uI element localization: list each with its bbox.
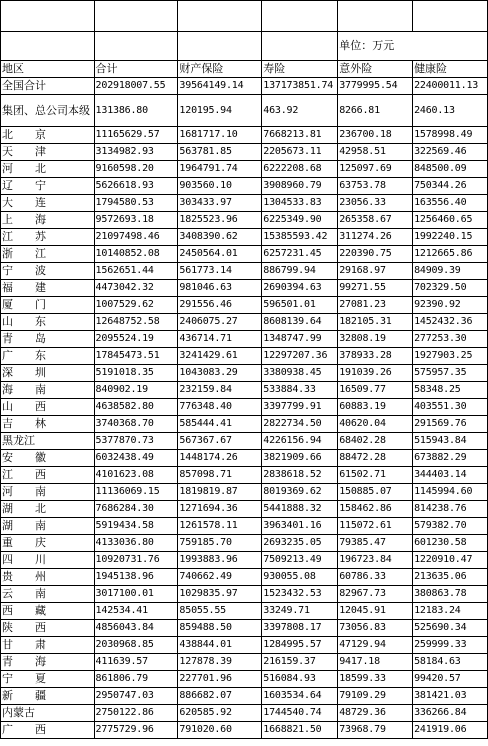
value-cell[interactable]: 411639.57 — [94, 654, 178, 671]
value-cell[interactable]: 311274.26 — [338, 229, 413, 246]
value-cell[interactable]: 1212665.86 — [413, 246, 488, 263]
value-cell[interactable]: 1029835.97 — [178, 586, 262, 603]
value-cell[interactable]: 1603534.64 — [262, 688, 338, 705]
value-cell[interactable]: 42958.51 — [338, 144, 413, 161]
region-cell[interactable]: 河 北 — [1, 161, 95, 178]
table-row — [1, 654, 488, 671]
table-row — [1, 365, 488, 382]
value-cell[interactable]: 525690.34 — [413, 620, 488, 637]
value-cell[interactable]: 620585.92 — [178, 705, 262, 722]
value-cell[interactable]: 2460.13 — [413, 95, 488, 127]
value-cell[interactable]: 585444.41 — [178, 416, 262, 433]
table-row — [1, 246, 488, 263]
table-row — [1, 722, 488, 739]
table-row — [1, 535, 488, 552]
value-cell[interactable]: 381421.03 — [413, 688, 488, 705]
table-row — [1, 467, 488, 484]
value-cell[interactable]: 115072.61 — [338, 518, 413, 535]
value-cell[interactable]: 131386.80 — [94, 95, 178, 127]
value-cell[interactable]: 1992240.15 — [413, 229, 488, 246]
value-cell[interactable]: 150885.07 — [338, 484, 413, 501]
value-cell[interactable]: 791020.60 — [178, 722, 262, 739]
value-cell[interactable]: 1348747.99 — [262, 331, 338, 348]
value-cell[interactable]: 3241429.61 — [178, 348, 262, 365]
value-cell[interactable]: 6257231.45 — [262, 246, 338, 263]
region-cell[interactable]: 四 川 — [1, 552, 95, 569]
value-cell[interactable]: 277253.30 — [413, 331, 488, 348]
value-cell[interactable]: 213635.06 — [413, 569, 488, 586]
region-cell[interactable]: 宁 夏 — [1, 671, 95, 688]
table-row — [1, 178, 488, 195]
value-cell[interactable]: 4101623.08 — [94, 467, 178, 484]
region-cell[interactable]: 江 西 — [1, 467, 95, 484]
value-cell[interactable]: 336266.84 — [413, 705, 488, 722]
value-cell[interactable]: 2095524.19 — [94, 331, 178, 348]
value-cell[interactable]: 216159.37 — [262, 654, 338, 671]
value-cell[interactable]: 18599.33 — [338, 671, 413, 688]
column-header[interactable]: 意外险 — [338, 61, 413, 78]
value-cell[interactable]: 99420.57 — [413, 671, 488, 688]
value-cell[interactable]: 886799.94 — [262, 263, 338, 280]
cell[interactable] — [413, 1, 488, 32]
column-header[interactable]: 地区 — [1, 61, 95, 78]
value-cell[interactable]: 60883.19 — [338, 399, 413, 416]
table-row — [1, 348, 488, 365]
value-cell[interactable]: 291569.76 — [413, 416, 488, 433]
value-cell[interactable]: 561773.14 — [178, 263, 262, 280]
region-cell[interactable]: 集团、总公司本级 — [1, 95, 95, 127]
value-cell[interactable]: 1964791.74 — [178, 161, 262, 178]
value-cell[interactable]: 259999.33 — [413, 637, 488, 654]
region-cell[interactable]: 贵 州 — [1, 569, 95, 586]
value-cell[interactable]: 6032438.49 — [94, 450, 178, 467]
value-cell[interactable]: 1744540.74 — [262, 705, 338, 722]
value-cell[interactable]: 4856043.84 — [94, 620, 178, 637]
value-cell[interactable]: 79385.47 — [338, 535, 413, 552]
region-cell[interactable]: 厦 门 — [1, 297, 95, 314]
value-cell[interactable]: 10920731.76 — [94, 552, 178, 569]
value-cell[interactable]: 344403.14 — [413, 467, 488, 484]
column-header[interactable]: 健康险 — [413, 61, 488, 78]
value-cell[interactable]: 438844.01 — [178, 637, 262, 654]
region-cell[interactable]: 西 藏 — [1, 603, 95, 620]
value-cell[interactable]: 1284995.57 — [262, 637, 338, 654]
value-cell[interactable]: 2693235.05 — [262, 535, 338, 552]
region-cell[interactable]: 陕 西 — [1, 620, 95, 637]
value-cell[interactable]: 567367.67 — [178, 433, 262, 450]
value-cell[interactable]: 3779995.54 — [338, 78, 413, 95]
value-cell[interactable]: 15385593.42 — [262, 229, 338, 246]
value-cell[interactable]: 182105.31 — [338, 314, 413, 331]
column-header[interactable]: 合计 — [94, 61, 178, 78]
value-cell[interactable]: 1007529.62 — [94, 297, 178, 314]
value-cell[interactable]: 1681717.10 — [178, 127, 262, 144]
value-cell[interactable]: 3963401.16 — [262, 518, 338, 535]
value-cell[interactable]: 33249.71 — [262, 603, 338, 620]
region-cell[interactable]: 北 京 — [1, 127, 95, 144]
value-cell[interactable]: 236700.18 — [338, 127, 413, 144]
value-cell[interactable]: 1523432.53 — [262, 586, 338, 603]
value-cell[interactable]: 814238.76 — [413, 501, 488, 518]
value-cell[interactable]: 303433.97 — [178, 195, 262, 212]
table-row — [1, 195, 488, 212]
region-cell[interactable]: 江 苏 — [1, 229, 95, 246]
column-header[interactable]: 寿险 — [262, 61, 338, 78]
table-row — [1, 705, 488, 722]
cell[interactable] — [338, 1, 413, 32]
value-cell[interactable]: 5626618.93 — [94, 178, 178, 195]
value-cell[interactable]: 22400011.13 — [413, 78, 488, 95]
table-row — [1, 331, 488, 348]
header-row — [1, 61, 488, 78]
table-row — [1, 95, 488, 127]
value-cell[interactable]: 60786.33 — [338, 569, 413, 586]
value-cell[interactable]: 840902.19 — [94, 382, 178, 399]
region-cell[interactable]: 安 徽 — [1, 450, 95, 467]
cell[interactable] — [1, 1, 95, 32]
region-cell[interactable]: 黑龙江 — [1, 433, 95, 450]
region-cell[interactable]: 内蒙古 — [1, 705, 95, 722]
value-cell[interactable]: 12297207.36 — [262, 348, 338, 365]
value-cell[interactable]: 3908960.79 — [262, 178, 338, 195]
region-cell[interactable]: 青 海 — [1, 654, 95, 671]
value-cell[interactable]: 2690394.63 — [262, 280, 338, 297]
value-cell[interactable]: 9160598.20 — [94, 161, 178, 178]
value-cell[interactable]: 3134982.93 — [94, 144, 178, 161]
value-cell[interactable]: 2450564.01 — [178, 246, 262, 263]
value-cell[interactable]: 79109.29 — [338, 688, 413, 705]
value-cell[interactable]: 516084.93 — [262, 671, 338, 688]
table-row — [1, 518, 488, 535]
value-cell[interactable]: 463.92 — [262, 95, 338, 127]
value-cell[interactable]: 601230.58 — [413, 535, 488, 552]
value-cell[interactable]: 6222208.68 — [262, 161, 338, 178]
table-row — [1, 569, 488, 586]
region-cell[interactable]: 重 庆 — [1, 535, 95, 552]
table-row — [1, 603, 488, 620]
region-cell[interactable]: 天 津 — [1, 144, 95, 161]
region-cell[interactable]: 山 东 — [1, 314, 95, 331]
value-cell[interactable]: 596501.01 — [262, 297, 338, 314]
value-cell[interactable]: 82967.73 — [338, 586, 413, 603]
value-cell[interactable]: 23056.33 — [338, 195, 413, 212]
value-cell[interactable]: 1304533.83 — [262, 195, 338, 212]
value-cell[interactable]: 241919.06 — [413, 722, 488, 739]
value-cell[interactable]: 848500.09 — [413, 161, 488, 178]
value-cell[interactable]: 1256460.65 — [413, 212, 488, 229]
value-cell[interactable]: 6225349.90 — [262, 212, 338, 229]
value-cell[interactable]: 8266.81 — [338, 95, 413, 127]
value-cell[interactable]: 84909.39 — [413, 263, 488, 280]
value-cell[interactable]: 3397799.91 — [262, 399, 338, 416]
value-cell[interactable]: 378933.28 — [338, 348, 413, 365]
value-cell[interactable]: 1993883.96 — [178, 552, 262, 569]
value-cell[interactable]: 322569.46 — [413, 144, 488, 161]
table-row — [1, 78, 488, 95]
region-cell[interactable]: 新 疆 — [1, 688, 95, 705]
cell[interactable] — [178, 1, 262, 32]
value-cell[interactable]: 861806.79 — [94, 671, 178, 688]
value-cell[interactable]: 12648752.58 — [94, 314, 178, 331]
value-cell[interactable]: 776348.40 — [178, 399, 262, 416]
value-cell[interactable]: 9417.18 — [338, 654, 413, 671]
region-cell[interactable]: 海 南 — [1, 382, 95, 399]
value-cell[interactable]: 2838618.52 — [262, 467, 338, 484]
value-cell[interactable]: 99271.55 — [338, 280, 413, 297]
value-cell[interactable]: 21097498.46 — [94, 229, 178, 246]
region-cell[interactable]: 深 圳 — [1, 365, 95, 382]
value-cell[interactable]: 202918007.55 — [94, 78, 178, 95]
value-cell[interactable]: 1271694.36 — [178, 501, 262, 518]
value-cell[interactable]: 1452432.36 — [413, 314, 488, 331]
value-cell[interactable]: 981046.63 — [178, 280, 262, 297]
value-cell[interactable]: 12045.91 — [338, 603, 413, 620]
region-cell[interactable]: 浙 江 — [1, 246, 95, 263]
region-cell[interactable]: 云 南 — [1, 586, 95, 603]
table-row — [1, 552, 488, 569]
value-cell[interactable]: 11165629.57 — [94, 127, 178, 144]
table-row — [1, 501, 488, 518]
region-cell[interactable]: 山 西 — [1, 399, 95, 416]
table-row — [1, 484, 488, 501]
value-cell[interactable]: 702329.50 — [413, 280, 488, 297]
value-cell[interactable]: 265358.67 — [338, 212, 413, 229]
value-cell[interactable]: 563781.85 — [178, 144, 262, 161]
table-row — [1, 671, 488, 688]
value-cell[interactable]: 1945138.96 — [94, 569, 178, 586]
value-cell[interactable]: 5191018.35 — [94, 365, 178, 382]
value-cell[interactable]: 158462.86 — [338, 501, 413, 518]
table-row — [1, 416, 488, 433]
value-cell[interactable]: 2406075.27 — [178, 314, 262, 331]
region-cell[interactable]: 宁 波 — [1, 263, 95, 280]
value-cell[interactable]: 886682.07 — [178, 688, 262, 705]
value-cell[interactable]: 4638582.80 — [94, 399, 178, 416]
value-cell[interactable]: 3821909.66 — [262, 450, 338, 467]
value-cell[interactable]: 3017100.01 — [94, 586, 178, 603]
value-cell[interactable]: 88472.28 — [338, 450, 413, 467]
region-cell[interactable]: 大 连 — [1, 195, 95, 212]
value-cell[interactable]: 740662.49 — [178, 569, 262, 586]
value-cell[interactable]: 859488.50 — [178, 620, 262, 637]
table-row — [1, 212, 488, 229]
column-header[interactable]: 财产保险 — [178, 61, 262, 78]
value-cell[interactable]: 220390.75 — [338, 246, 413, 263]
table-row — [1, 161, 488, 178]
value-cell[interactable]: 68402.28 — [338, 433, 413, 450]
table-row — [1, 433, 488, 450]
value-cell[interactable]: 1562651.44 — [94, 263, 178, 280]
table-row — [1, 297, 488, 314]
value-cell[interactable]: 1927903.25 — [413, 348, 488, 365]
value-cell[interactable]: 227701.96 — [178, 671, 262, 688]
value-cell[interactable]: 5919434.58 — [94, 518, 178, 535]
value-cell[interactable]: 7509213.49 — [262, 552, 338, 569]
value-cell[interactable]: 125097.69 — [338, 161, 413, 178]
value-cell[interactable]: 579382.70 — [413, 518, 488, 535]
value-cell[interactable]: 232159.84 — [178, 382, 262, 399]
value-cell[interactable]: 16509.77 — [338, 382, 413, 399]
value-cell[interactable]: 2775729.96 — [94, 722, 178, 739]
value-cell[interactable]: 575957.35 — [413, 365, 488, 382]
cell[interactable] — [94, 1, 178, 32]
value-cell[interactable]: 4473042.32 — [94, 280, 178, 297]
value-cell[interactable]: 4226156.94 — [262, 433, 338, 450]
region-cell[interactable]: 福 建 — [1, 280, 95, 297]
table-row — [1, 229, 488, 246]
value-cell[interactable]: 63753.78 — [338, 178, 413, 195]
table-row — [1, 620, 488, 637]
value-cell[interactable]: 8019369.62 — [262, 484, 338, 501]
value-cell[interactable]: 2822734.50 — [262, 416, 338, 433]
table-row — [1, 450, 488, 467]
value-cell[interactable]: 61502.71 — [338, 467, 413, 484]
value-cell[interactable]: 58184.63 — [413, 654, 488, 671]
unit-row — [1, 32, 488, 61]
value-cell[interactable]: 58348.25 — [413, 382, 488, 399]
value-cell[interactable]: 903560.10 — [178, 178, 262, 195]
value-cell[interactable]: 3740368.70 — [94, 416, 178, 433]
region-cell[interactable]: 湖 南 — [1, 518, 95, 535]
value-cell[interactable]: 2950747.03 — [94, 688, 178, 705]
table-row — [1, 688, 488, 705]
value-cell[interactable]: 1578998.49 — [413, 127, 488, 144]
unit-label[interactable]: 单位：万元 — [338, 32, 488, 61]
value-cell[interactable]: 291556.46 — [178, 297, 262, 314]
value-cell[interactable]: 85055.55 — [178, 603, 262, 620]
region-cell[interactable]: 吉 林 — [1, 416, 95, 433]
value-cell[interactable]: 2030968.85 — [94, 637, 178, 654]
value-cell[interactable]: 120195.94 — [178, 95, 262, 127]
region-cell[interactable]: 甘 肃 — [1, 637, 95, 654]
value-cell[interactable]: 5441888.32 — [262, 501, 338, 518]
blank-row — [1, 1, 488, 32]
value-cell[interactable]: 1819819.87 — [178, 484, 262, 501]
value-cell[interactable]: 759185.70 — [178, 535, 262, 552]
value-cell[interactable]: 3397808.17 — [262, 620, 338, 637]
value-cell[interactable]: 39564149.14 — [178, 78, 262, 95]
value-cell[interactable]: 4133036.80 — [94, 535, 178, 552]
region-cell[interactable]: 广 西 — [1, 722, 95, 739]
value-cell[interactable]: 2750122.86 — [94, 705, 178, 722]
table-row — [1, 586, 488, 603]
value-cell[interactable]: 403551.30 — [413, 399, 488, 416]
value-cell[interactable]: 1448174.26 — [178, 450, 262, 467]
value-cell[interactable]: 1145994.60 — [413, 484, 488, 501]
value-cell[interactable]: 930055.08 — [262, 569, 338, 586]
value-cell[interactable]: 191039.26 — [338, 365, 413, 382]
value-cell[interactable]: 17845473.51 — [94, 348, 178, 365]
value-cell[interactable]: 47129.94 — [338, 637, 413, 654]
value-cell[interactable]: 29168.97 — [338, 263, 413, 280]
value-cell[interactable]: 40620.04 — [338, 416, 413, 433]
value-cell[interactable]: 3380938.45 — [262, 365, 338, 382]
value-cell[interactable]: 1825523.96 — [178, 212, 262, 229]
value-cell[interactable]: 7686284.30 — [94, 501, 178, 518]
value-cell[interactable]: 11136069.15 — [94, 484, 178, 501]
table-row — [1, 263, 488, 280]
region-cell[interactable]: 上 海 — [1, 212, 95, 229]
table-row — [1, 127, 488, 144]
table-row — [1, 399, 488, 416]
value-cell[interactable]: 9572693.18 — [94, 212, 178, 229]
table-row — [1, 382, 488, 399]
value-cell[interactable]: 127878.39 — [178, 654, 262, 671]
value-cell[interactable]: 1794580.53 — [94, 195, 178, 212]
cell[interactable] — [1, 32, 95, 61]
value-cell[interactable]: 1043083.29 — [178, 365, 262, 382]
table-row — [1, 280, 488, 297]
value-cell[interactable]: 380863.78 — [413, 586, 488, 603]
cell[interactable] — [262, 32, 338, 61]
table-row — [1, 637, 488, 654]
cell[interactable] — [178, 32, 262, 61]
value-cell[interactable]: 48729.36 — [338, 705, 413, 722]
region-cell[interactable]: 湖 北 — [1, 501, 95, 518]
table-row — [1, 144, 488, 161]
value-cell[interactable]: 27081.23 — [338, 297, 413, 314]
value-cell[interactable]: 8608139.64 — [262, 314, 338, 331]
value-cell[interactable]: 73056.83 — [338, 620, 413, 637]
value-cell[interactable]: 196723.84 — [338, 552, 413, 569]
value-cell[interactable]: 5377870.73 — [94, 433, 178, 450]
region-cell[interactable]: 辽 宁 — [1, 178, 95, 195]
value-cell[interactable]: 436714.71 — [178, 331, 262, 348]
value-cell[interactable]: 142534.41 — [94, 603, 178, 620]
value-cell[interactable]: 7668213.81 — [262, 127, 338, 144]
cell[interactable] — [94, 32, 178, 61]
value-cell[interactable]: 1668821.50 — [262, 722, 338, 739]
value-cell[interactable]: 750344.26 — [413, 178, 488, 195]
value-cell[interactable]: 2205673.11 — [262, 144, 338, 161]
value-cell[interactable]: 92390.92 — [413, 297, 488, 314]
region-cell[interactable]: 广 东 — [1, 348, 95, 365]
value-cell[interactable]: 73968.79 — [338, 722, 413, 739]
value-cell[interactable]: 533884.33 — [262, 382, 338, 399]
table-row — [1, 314, 488, 331]
value-cell[interactable]: 12183.24 — [413, 603, 488, 620]
value-cell[interactable]: 3408390.62 — [178, 229, 262, 246]
value-cell[interactable]: 1220910.47 — [413, 552, 488, 569]
value-cell[interactable]: 32808.19 — [338, 331, 413, 348]
region-cell[interactable]: 全国合计 — [1, 78, 95, 95]
value-cell[interactable]: 515943.84 — [413, 433, 488, 450]
value-cell[interactable]: 857098.71 — [178, 467, 262, 484]
value-cell[interactable]: 673882.29 — [413, 450, 488, 467]
value-cell[interactable]: 137173851.74 — [262, 78, 338, 95]
region-cell[interactable]: 青 岛 — [1, 331, 95, 348]
region-cell[interactable]: 河 南 — [1, 484, 95, 501]
value-cell[interactable]: 163556.40 — [413, 195, 488, 212]
cell[interactable] — [262, 1, 338, 32]
value-cell[interactable]: 10140852.08 — [94, 246, 178, 263]
value-cell[interactable]: 1261578.11 — [178, 518, 262, 535]
